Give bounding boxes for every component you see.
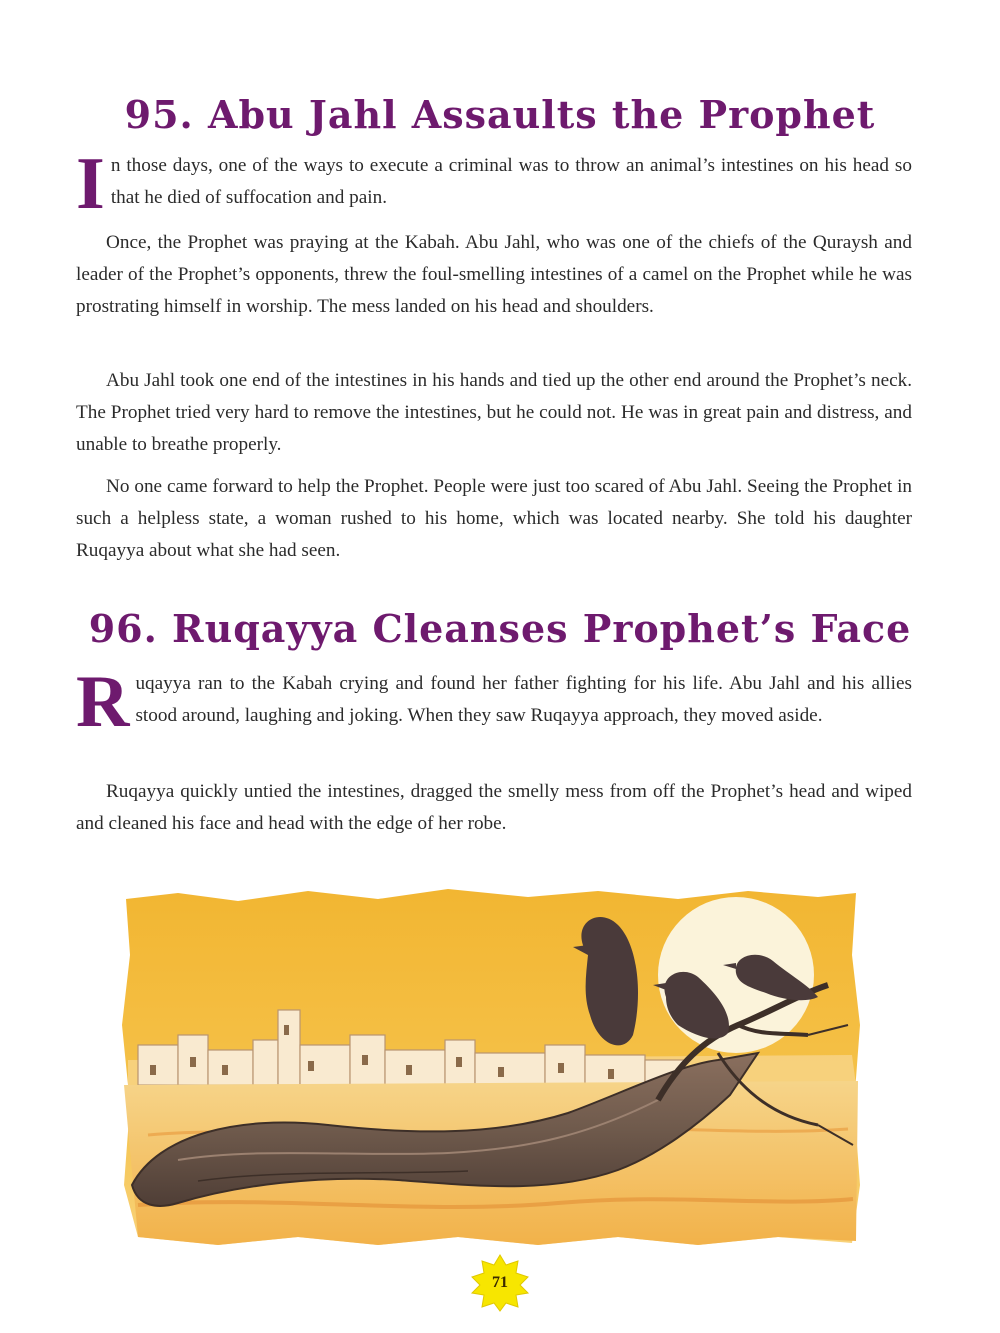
section-95-paragraph-4: No one came forward to help the Prophet. People were just too scared of Abu Jahl. Seeing the Prophet in such a helpless state, a woman rushed to his home, which was located nearby. She told his daughter Ruqayya about what she had seen. bbox=[76, 476, 912, 561]
section-96-title: 96. Ruqayya Cleanses Prophet’s Face bbox=[88, 606, 912, 651]
paragraph-text: n those days, one of the ways to execute a criminal was to throw an animal’s intestines on his head so that he died of suffocation and pain. bbox=[110, 155, 912, 208]
section-95-paragraph-3: Abu Jahl took one end of the intestines in his hands and tied up the other end around the Prophet’s neck. The Prophet tried very hard to remove the intestines, but he could not. He was in great pain and distress, and unable to breathe properly. bbox=[76, 370, 912, 455]
page-number: 71 bbox=[492, 1274, 508, 1291]
section-96-paragraph-2: Ruqayya quickly untied the intestines, dragged the smelly mess from off the Prophet’s head and wiped and cleaned his face and head with the edge of her robe. bbox=[76, 781, 912, 834]
paragraph-text: uqayya ran to the Kabah crying and found her father fighting for his life. Abu Jahl and his allies stood around, laughing and joking. When they saw Ruqayya approach, they moved aside. bbox=[135, 673, 912, 726]
section-95-title: 95. Abu Jahl Assaults the Prophet bbox=[124, 92, 876, 137]
section-96-paragraph-1 bbox=[76, 661, 912, 743]
drop-cap: R bbox=[76, 661, 130, 743]
desert-city-crows-illustration bbox=[118, 885, 862, 1250]
section-95-paragraph-2: Once, the Prophet was praying at the Kabah. Abu Jahl, who was one of the chiefs of the Quraysh and leader of the Prophet’s opponents, threw the foul-smelling intestines of a camel on the Prophet while he was prostrating himself in worship. The mess landed on his head and shoulders. bbox=[76, 232, 912, 317]
section-95-paragraph-1 bbox=[76, 143, 912, 225]
drop-cap: I bbox=[76, 143, 105, 225]
